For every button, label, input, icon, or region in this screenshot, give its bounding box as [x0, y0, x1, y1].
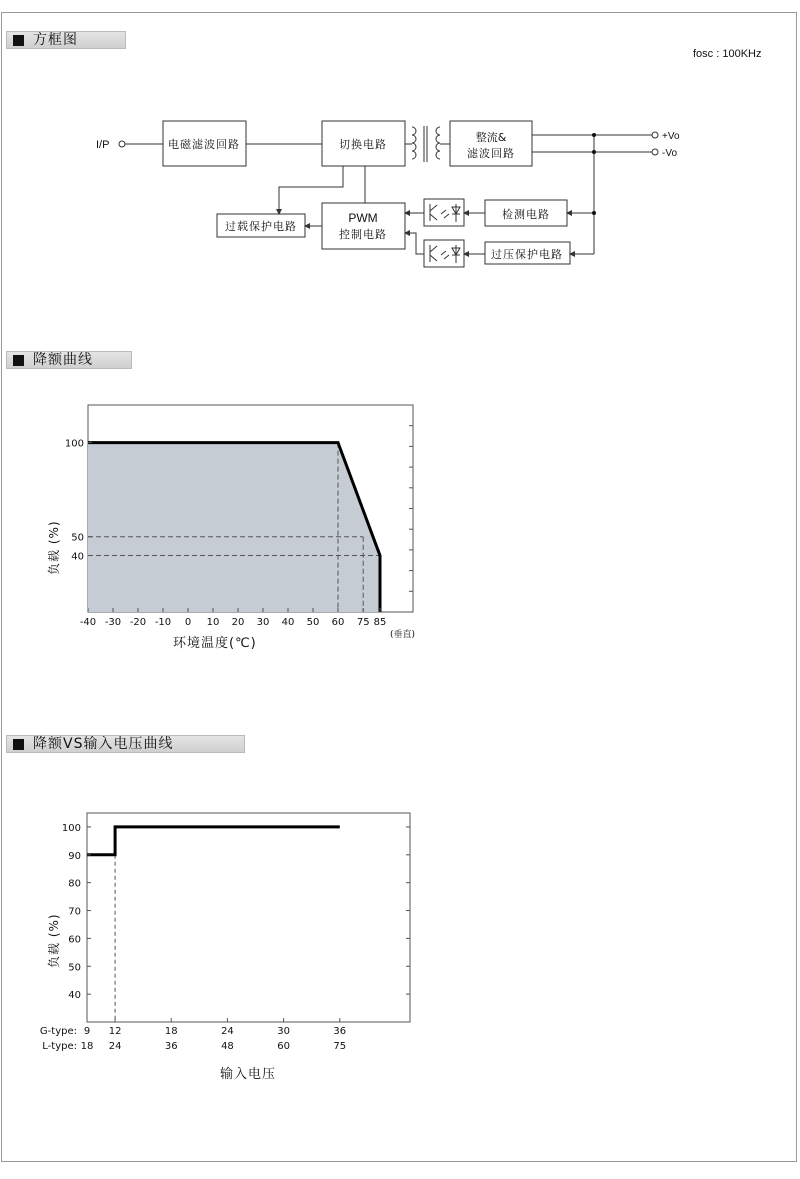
section-title: 方框图 [33, 32, 78, 48]
x-tick-label: -30 [104, 617, 122, 628]
x-tick-label: 20 [231, 617, 245, 628]
x-tick-label-g: 12 [108, 1026, 122, 1037]
x-tick-label: 40 [281, 617, 295, 628]
y-tick-label: 50 [68, 962, 81, 974]
x-tick-label-l: 60 [277, 1041, 290, 1052]
rect-label-2: 滤波回路 [467, 147, 515, 160]
rect-label-1: 整流& [475, 131, 507, 144]
x-tick-label: 10 [206, 617, 220, 628]
x-tick-label-l: 18 [80, 1041, 94, 1052]
opto-symbol-2 [430, 245, 460, 263]
pwm-box [322, 203, 405, 249]
derating-chart [0, 380, 800, 680]
switch-label: 切换电路 [339, 138, 387, 151]
y-tick-label: 90 [68, 850, 81, 862]
header-square-icon [13, 355, 24, 366]
y-tick-label: 40 [71, 551, 84, 563]
block-diagram [0, 0, 800, 300]
junction-dot [592, 150, 596, 154]
pwm-label-2: 控制电路 [339, 228, 387, 241]
x-tick-label: 75 [356, 617, 370, 628]
ip-terminal [119, 141, 125, 147]
x-tick-label-l: 75 [333, 1041, 347, 1052]
fosc-label: fosc : 100KHz [693, 48, 762, 60]
x-tick-label: 30 [256, 617, 270, 628]
y-tick-label: 50 [71, 532, 84, 544]
y-tick-label: 40 [68, 990, 81, 1002]
overload-label: 过载保护电路 [225, 220, 297, 233]
x-tick-label: -20 [129, 617, 147, 628]
section-header-derating [6, 351, 132, 369]
y-tick-label: 100 [61, 822, 81, 834]
emi-label: 电磁滤波回路 [168, 138, 240, 151]
x-tick-label: 85 [373, 617, 387, 628]
chart-note: (垂直) [390, 630, 416, 640]
ovp-label: 过压保护电路 [491, 248, 563, 261]
x-tick-label: 50 [306, 617, 320, 628]
derating-area [88, 443, 380, 612]
l-type-label: L-type: [42, 1041, 77, 1052]
pwm-label-1: PWM [348, 211, 378, 225]
x-tick-label-g: 30 [277, 1026, 290, 1037]
y-tick-label: 100 [64, 438, 84, 450]
detect-label: 检测电路 [502, 208, 550, 221]
x-axis-label: 环境温度(℃) [173, 636, 257, 651]
opto-symbol-1 [430, 204, 460, 222]
plot-frame [87, 813, 410, 1022]
x-tick-label-l: 36 [164, 1041, 178, 1052]
junction-dot [592, 133, 596, 137]
y-tick-label: 60 [68, 934, 81, 946]
y-axis-label: 负载 (%) [47, 913, 61, 968]
x-tick-label-g: 9 [83, 1026, 91, 1037]
x-tick-label-g: 18 [164, 1026, 178, 1037]
g-type-label: G-type: [39, 1026, 77, 1037]
x-tick-label: 60 [331, 617, 345, 628]
vs-input-chart [0, 800, 800, 1100]
vo-minus-label: -Vo [662, 148, 678, 159]
x-axis-label: 输入电压 [220, 1067, 277, 1082]
vo-plus-label: +Vo [662, 131, 680, 142]
section-header-vs-input [6, 735, 245, 753]
y-tick-label: 70 [68, 906, 81, 918]
x-tick-label: -10 [154, 617, 172, 628]
x-tick-label: 0 [184, 617, 192, 628]
header-square-icon [13, 739, 24, 750]
x-tick-label-l: 24 [108, 1041, 122, 1052]
ip-label: I/P [96, 139, 110, 151]
vo-plus-terminal [652, 132, 658, 138]
x-tick-label-l: 48 [221, 1041, 234, 1052]
vo-minus-terminal [652, 149, 658, 155]
x-tick-label-g: 36 [333, 1026, 347, 1037]
x-tick-label: -40 [79, 617, 97, 628]
section-title: 降额曲线 [33, 352, 93, 368]
section-title: 降额VS输入电压曲线 [33, 736, 174, 752]
y-axis-label: 负载 (%) [47, 520, 61, 575]
y-tick-label: 80 [68, 878, 81, 890]
junction-dot [592, 211, 596, 215]
x-tick-label-g: 24 [221, 1026, 234, 1037]
